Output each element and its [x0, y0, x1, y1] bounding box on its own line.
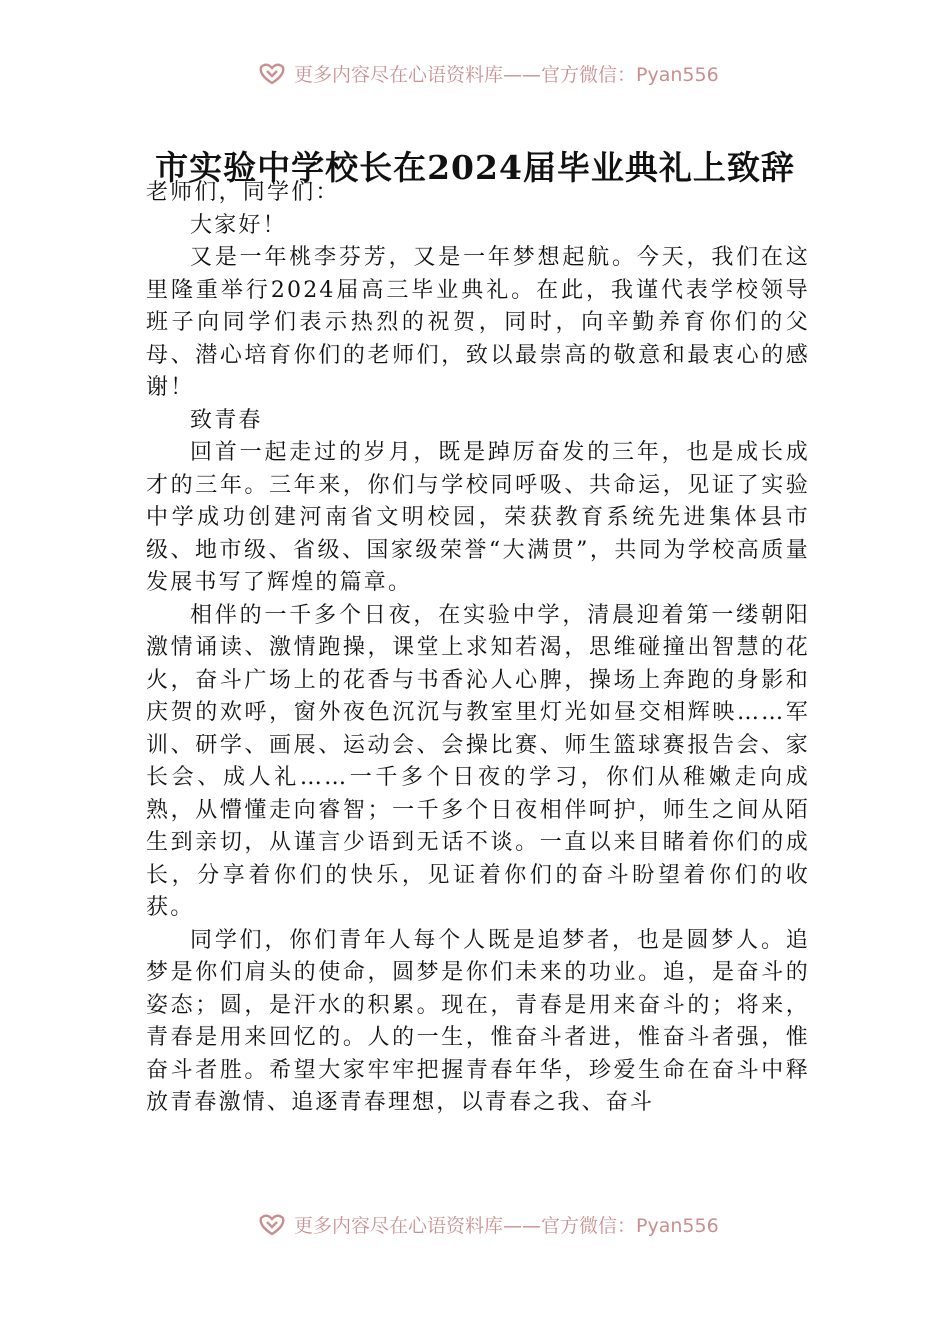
- section-heading: 致青春: [190, 407, 263, 433]
- paragraph-review: 回首一起走过的岁月，既是踔厉奋发的三年，也是成长成才的三年。三年来，你们与学校同呼吸、共命运，见证了实验中学成功创建河南省文明校园，荣获教育系统先进集体县市级、地市级、省级、国家级荣誉“大满贯”，共同为学校高质量发展书写了辉煌的篇章。: [146, 440, 810, 595]
- brand-logo-icon: [258, 1212, 286, 1236]
- document-body: [146, 177, 810, 1115]
- paragraph-memories: 相伴的一千多个日夜，在实验中学，清晨迎着第一缕朝阳激情诵读、激情跑操，课堂上求知若渴，思维碰撞出智慧的花火，奋斗广场上的花香与书香沁人心脾，操场上奔跑的身影和庆贺的欢呼，窗外夜色沉沉与教室里灯光如昼交相辉映……军训、研学、画展、运动会、会操比赛、师生篮球赛报告会、家长会、成人礼……一千多个日夜的学习，你们从稚嫩走向成熟，从懵懂走向睿智；一千多个日夜相伴呵护，师生之间从陌生到亲切，从谨言少语到无话不谈。一直以来目睹着你们的成长，分享着你们的快乐，见证着你们的奋斗盼望着你们的收获。: [146, 602, 810, 920]
- paragraph-dreams: 同学们，你们青年人每个人既是追梦者，也是圆梦人。追梦是你们肩头的使命，圆梦是你们未来的功业。追，是奋斗的姿态；圆，是汗水的积累。现在，青春是用来奋斗的；将来，青春是用来回忆的。人的一生，惟奋斗者进，惟奋斗者强，惟奋斗者胜。希望大家牢牢把握青春年华，珍爱生命在奋斗中释放青春激情、追逐青春理想，以青春之我、奋斗: [146, 927, 810, 1115]
- watermark-footer: [258, 1209, 719, 1239]
- watermark-header: [258, 58, 719, 88]
- document-title: 市实验中学校长在2024届毕业典礼上致辞: [155, 148, 795, 187]
- paragraph-greeting: 大家好！: [190, 212, 287, 238]
- brand-logo-icon: [258, 61, 286, 85]
- watermark-text: 更多内容尽在心语资料库——官方微信：Pyan556: [294, 63, 719, 86]
- watermark-text: 更多内容尽在心语资料库——官方微信：Pyan556: [294, 1214, 719, 1237]
- paragraph-opening: 又是一年桃李芬芳，又是一年梦想起航。今天，我们在这里隆重举行2024届高三毕业典礼。在此，我谨代表学校领导班子向同学们表示热烈的祝贺，同时，向辛勤养育你们的父母、潜心培育你们的老师们，致以最崇高的敬意和最衷心的感谢！: [146, 245, 810, 400]
- salutation: 老师们，同学们：: [146, 180, 340, 205]
